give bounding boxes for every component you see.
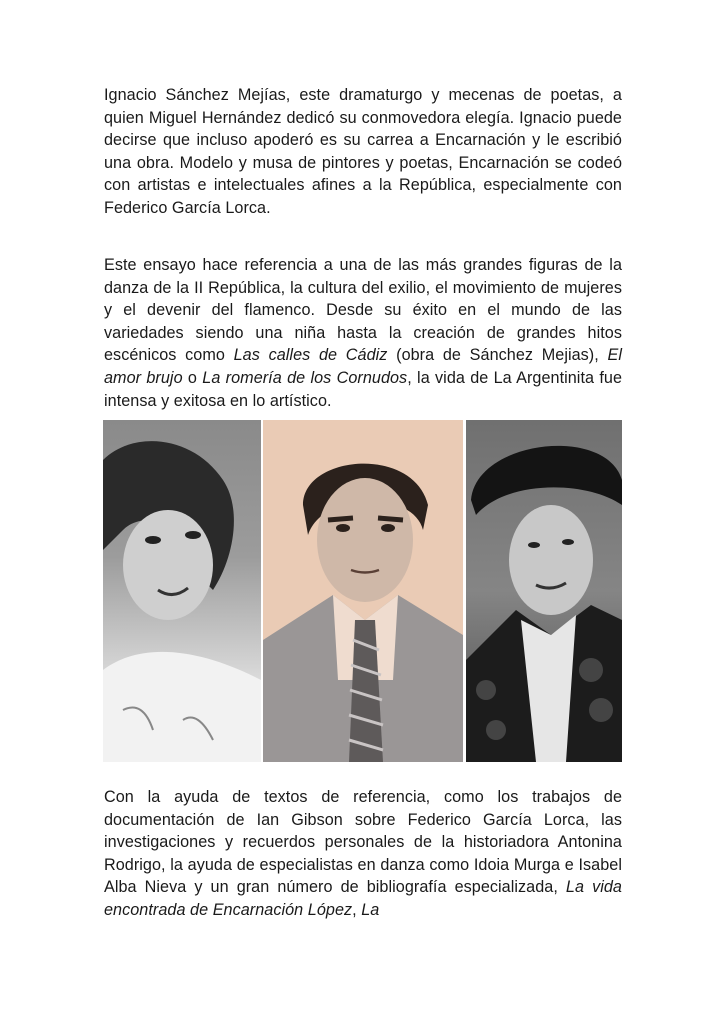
paragraph-2 <box>104 254 622 412</box>
photo-bullfighter <box>466 420 622 762</box>
text-segment: Este ensayo hace referencia a una de las más grandes figuras de la danza de la II República, la cultura del exilio, el movimiento de mujeres y el devenir del flamenco. Desde su éxito en el mundo de las variedades siendo una niña hasta la creación de grandes hitos escénicos como <box>104 256 622 365</box>
text-segment: Con la ayuda de textos de referencia, como los trabajos de documentación de Ian Gibson sobre Federico García Lorca, las investigaciones y recuerdos personales de la historiadora Antonina Rodrigo, la ayuda de especialistas en danza como Idoia Murga e Isabel Alba Nieva y un gran número de bibliografía especializada, <box>104 788 622 897</box>
man-in-suit-image <box>263 420 463 762</box>
text-segment-italic: La <box>361 900 380 919</box>
text-segment: , la vida de La Argentinita fue intensa y exitosa en lo artístico. <box>104 368 623 410</box>
photo-man-in-suit <box>263 420 463 762</box>
paragraph-3 <box>104 786 622 922</box>
bullfighter-image <box>466 420 622 762</box>
woman-portrait-image <box>103 420 261 762</box>
photo-woman-portrait <box>103 420 261 762</box>
work-title-la-romeria: La romería de los Cornudos <box>202 368 408 387</box>
text-segment: Ignacio Sánchez Mejías, este dramaturgo y mecenas de poetas, a quien Miguel Hernández dedicó su conmovedora elegía. Ignacio puede decirse que incluso apoderó es su carrea a Encarnación y le escribió una obra. Modelo y musa de pintores y poetas, Encarnación se codeó con artistas e intelectuales afines a la República, especialmente con Federico García Lorca. <box>104 86 622 217</box>
book-title-la-vida-encontrada: La vida encontrada de Encarnación López <box>104 878 622 919</box>
work-title-el-amor-brujo: El amor brujo <box>104 346 622 387</box>
work-title-las-calles-de-cadiz: Las calles de Cádiz <box>233 346 388 365</box>
text-segment: , <box>352 900 362 919</box>
text-segment: (obra de Sánchez Mejias), <box>387 346 608 365</box>
paragraph-1 <box>104 84 622 220</box>
text-segment: o <box>182 368 203 387</box>
photo-collage <box>103 420 622 762</box>
